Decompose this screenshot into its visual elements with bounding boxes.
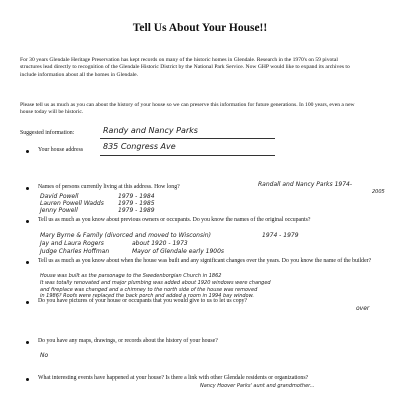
- bullet-icon: [26, 187, 29, 190]
- suggested-underline: [100, 138, 275, 139]
- question-maps: Do you have any maps, drawings, or records about the history of your house?: [38, 338, 218, 344]
- suggested-label: Suggested information:: [20, 130, 75, 136]
- answer-previous-years: about 1920 - 1973: [132, 240, 188, 247]
- request-paragraph: Please tell us as much as you can about the history of your house so we can preserve this information for future generations. In 100 years, even a new house today will be historic.: [20, 102, 355, 116]
- answer-built-line: House was built as the parsonage to the Swedenborgian Church in 1862: [40, 273, 222, 279]
- answer-built-line: and fireplace was changed and a chimney to the north side of the house was removed: [40, 287, 258, 293]
- answer-events: Nancy Hoover Parks' aunt and grandmother...: [200, 383, 315, 389]
- answer-current-name: Lauren Powell Wadds: [40, 200, 104, 207]
- answer-current-name: David Powell: [40, 193, 79, 200]
- question-current-residents: Names of persons currently living at this address. How long?: [38, 184, 180, 190]
- answer-current-years: 1979 - 1984: [118, 193, 155, 200]
- suggested-answer: Randy and Nancy Parks: [103, 126, 198, 135]
- address-answer: 835 Congress Ave: [103, 142, 176, 151]
- answer-current-header-end: 2005: [372, 189, 385, 195]
- answer-previous-name: Mary Byrne & Family (divorced and moved to Wisconsin): [40, 232, 211, 239]
- answer-built-line: It was totally renovated and major plumbing was added about 1920 windows were changed: [40, 280, 271, 286]
- answer-previous-years: Mayor of Glendale early 1900s: [132, 248, 225, 255]
- question-previous-owners: Tell us as much as you know about previous owners or occupants. Do you know the names of the original occupants?: [38, 217, 311, 223]
- answer-current-years: 1979 - 1989: [118, 207, 155, 214]
- bullet-icon: [26, 341, 29, 344]
- question-pictures: Do you have pictures of your house or occupants that you would give to us to let us copy?: [38, 298, 247, 304]
- intro-paragraph: For 30 years Glendale Heritage Preservation has kept records on many of the historic homes in Glendale. Research in the 1970's on 59 pivotal structures lead directly to recognition of the Glendale Historic District by the National Park Service. Now GHP would like to expand its archives to include information about all the homes in Glendale.: [20, 57, 350, 78]
- bullet-icon: [26, 220, 29, 223]
- answer-pictures-note: over: [356, 305, 370, 312]
- answer-previous-years: 1974 - 1979: [262, 232, 299, 239]
- answer-current-years: 1979 - 1985: [118, 200, 155, 207]
- bullet-icon: [26, 378, 29, 381]
- address-underline: [100, 155, 275, 156]
- question-when-built: Tell us as much as you know about when the house was built and any significant changes over the years. Do you know the name of the builder?: [38, 258, 372, 264]
- answer-current-name: Jenny Powell: [40, 207, 78, 214]
- address-label: Your house address: [38, 147, 84, 153]
- answer-maps: No: [40, 352, 49, 359]
- answer-built-line: in 1986? Roofs were replaced the back porch and added a room in 1994 bay window.: [40, 293, 254, 299]
- answer-previous-name: Judge Charles Hoffman: [40, 248, 110, 255]
- answer-previous-name: Jay and Laura Rogers: [40, 240, 104, 247]
- bullet-icon: [26, 301, 29, 304]
- bullet-icon: [26, 150, 29, 153]
- question-events: What interesting events have happened at your house? Is there a link with other Glendale residents or organizations?: [38, 375, 309, 381]
- page-title: Tell Us About Your House!!: [132, 22, 268, 34]
- answer-current-header: Randall and Nancy Parks 1974-: [258, 181, 352, 188]
- bullet-icon: [26, 261, 29, 264]
